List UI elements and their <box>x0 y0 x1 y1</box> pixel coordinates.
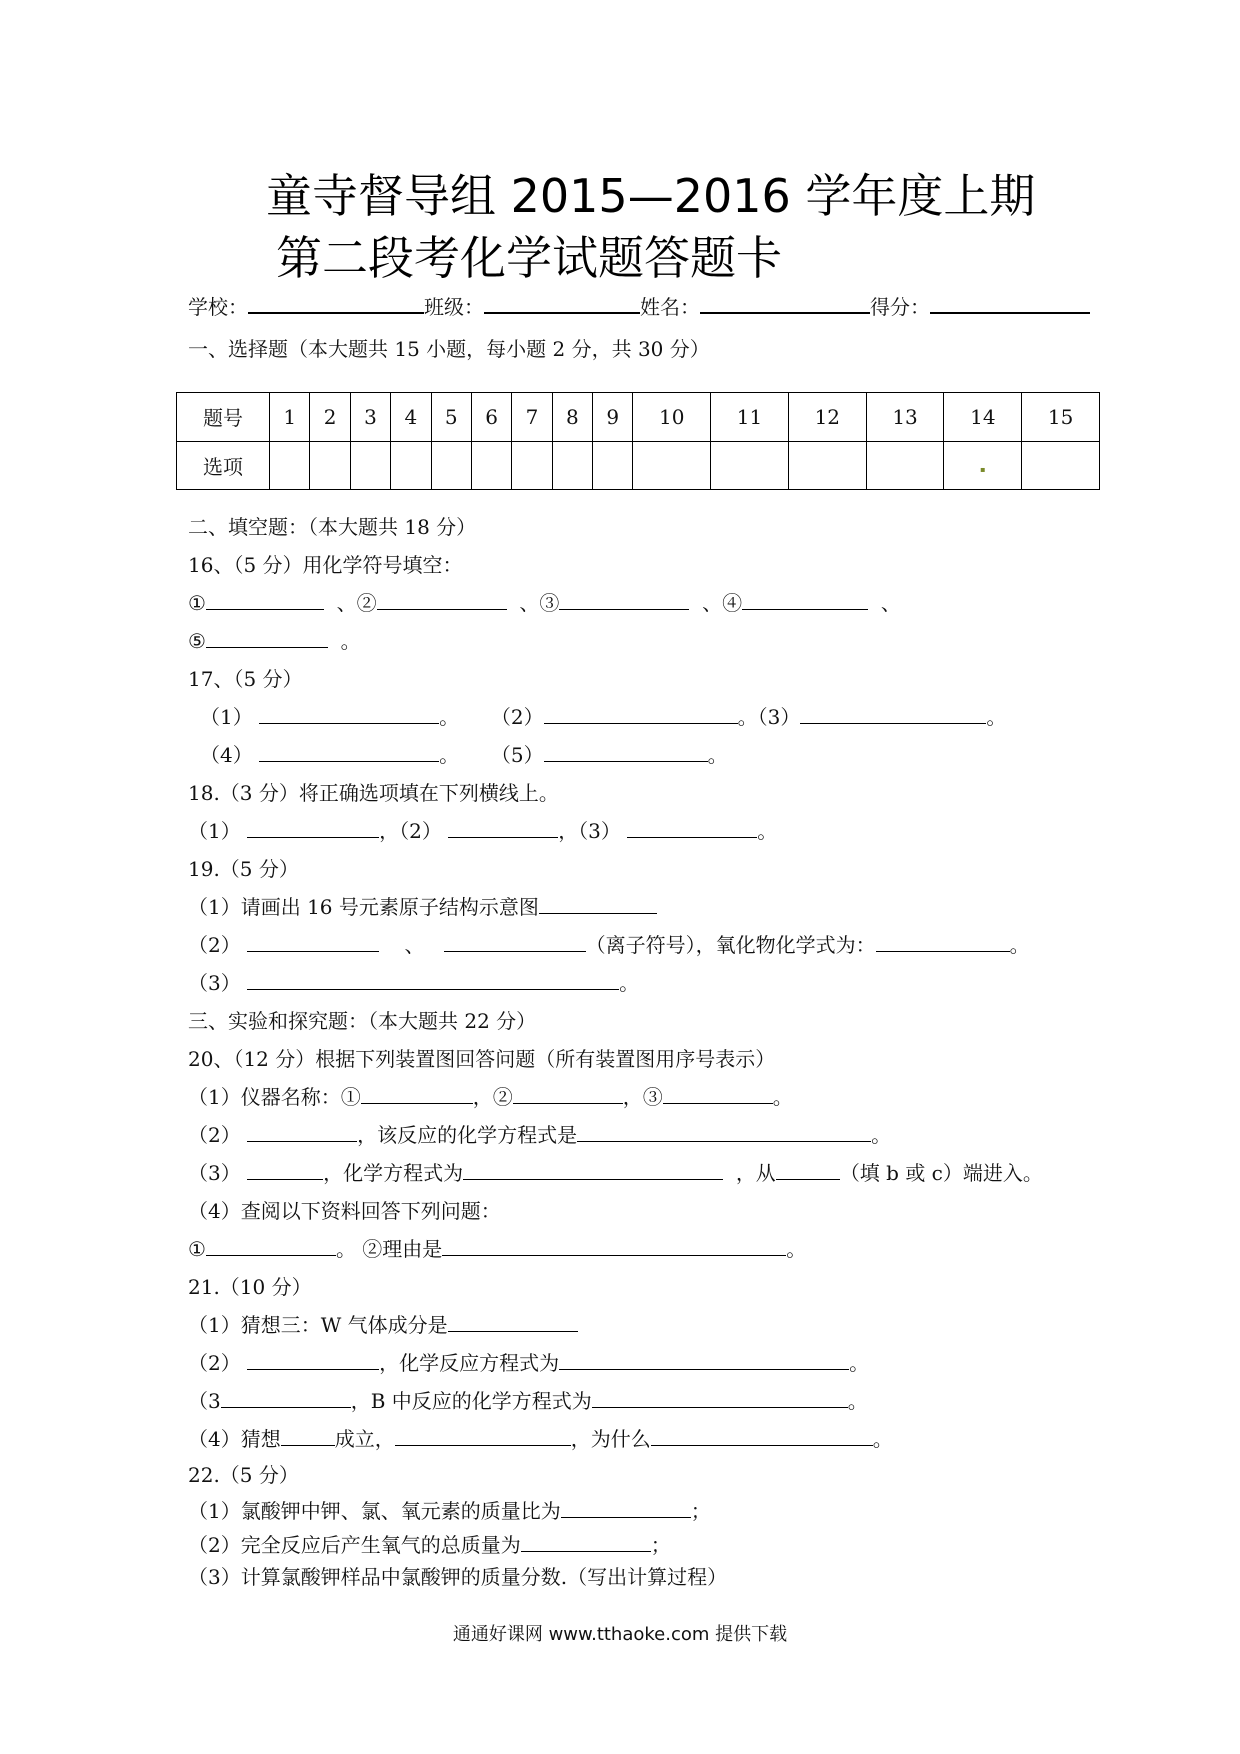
q20-prompt-5: 。 ②理由是 <box>335 1237 443 1261</box>
q22-title: 22.（5 分） <box>188 1463 299 1487</box>
q21-prompt-3: ，B 中反应的化学方程式为 <box>350 1389 592 1413</box>
q21-label-4: （4）猜想 <box>188 1427 281 1451</box>
period: 。 <box>847 1389 868 1413</box>
question-number: 6 <box>471 393 511 442</box>
q19-blank-3[interactable] <box>247 969 619 990</box>
question-number: 13 <box>866 393 944 442</box>
period: 。 <box>707 743 728 767</box>
q20-row3 <box>188 1158 1043 1188</box>
class-label: 班级： <box>424 295 484 319</box>
title-line-2: 第二段考化学试题答题卡 <box>276 231 782 285</box>
q20-prompt-3: ，化学方程式为 <box>323 1161 464 1185</box>
answer-cell[interactable] <box>593 441 633 490</box>
q16-label-1: ① <box>188 591 206 615</box>
row-label-option: 选项 <box>177 441 270 490</box>
answer-cell[interactable] <box>944 441 1022 490</box>
q20-blank-2a[interactable] <box>247 1121 357 1142</box>
question-number: 10 <box>633 393 711 442</box>
section2-heading: 二、填空题：（本大题共 18 分） <box>188 515 477 539</box>
question-number: 9 <box>593 393 633 442</box>
info-row <box>188 292 1090 322</box>
question-number: 15 <box>1022 393 1100 442</box>
period: 。 <box>986 705 1007 729</box>
q19-label-2: （2） <box>188 933 241 957</box>
q22-row2 <box>188 1530 671 1560</box>
q16-blank-3[interactable] <box>559 589 689 610</box>
q17-label-1: （1） <box>200 705 253 729</box>
q20-prompt-3d: （填 b 或 c）端进入。 <box>839 1161 1043 1185</box>
q21-prompt-4c: ，为什么 <box>570 1427 651 1451</box>
q19-blank-2c[interactable] <box>876 931 1010 952</box>
q16-blank-5[interactable] <box>206 627 328 648</box>
q21-blank-3a[interactable] <box>221 1387 351 1408</box>
period: 。 <box>757 819 778 843</box>
q18-blank-3[interactable] <box>627 817 757 838</box>
q17-title: 17、（5 分） <box>188 667 303 691</box>
period: 。 <box>772 1085 793 1109</box>
q20-prompt-1: （1）仪器名称：① <box>188 1085 361 1109</box>
q17-row1 <box>200 702 1006 732</box>
answer-cell[interactable] <box>633 441 711 490</box>
question-number: 1 <box>270 393 310 442</box>
q19-blank-1[interactable] <box>539 893 657 914</box>
separator: 、 <box>336 591 357 615</box>
answer-cell[interactable] <box>391 441 431 490</box>
q22-blank-1[interactable] <box>561 1497 691 1518</box>
separator: 、 <box>404 933 425 957</box>
table-row-numbers <box>177 393 1100 442</box>
q21-label-3: （3 <box>188 1389 221 1413</box>
q20-blank-1c[interactable] <box>663 1083 773 1104</box>
q22-row3: （3）计算氯酸钾样品中氯酸钾的质量分数.（写出计算过程） <box>188 1565 728 1589</box>
period: 。 <box>849 1351 870 1375</box>
question-number: 3 <box>350 393 390 442</box>
period: 。 <box>340 629 361 653</box>
q20-blank-3c[interactable] <box>776 1159 840 1180</box>
q19-title: 19.（5 分） <box>188 857 299 881</box>
answer-cell[interactable] <box>711 441 789 490</box>
semicolon: ； <box>690 1499 711 1523</box>
q19-blank-2b[interactable] <box>444 931 586 952</box>
question-number: 8 <box>552 393 592 442</box>
q20-label-5: ① <box>188 1237 206 1261</box>
name-label: 姓名： <box>640 295 700 319</box>
q19-prompt-1: （1）请画出 16 号元素原子结构示意图 <box>188 895 539 919</box>
q20-label-2: （2） <box>188 1123 241 1147</box>
q18-row <box>188 816 777 846</box>
q19-row3 <box>188 968 639 998</box>
q17-blank-1[interactable] <box>259 703 439 724</box>
q20-row2 <box>188 1120 891 1150</box>
q19-label-3: （3） <box>188 971 241 995</box>
section3-heading: 三、实验和探究题：（本大题共 22 分） <box>188 1009 537 1033</box>
q16-title: 16、（5 分）用化学符号填空： <box>188 553 463 577</box>
q21-title: 21.（10 分） <box>188 1275 312 1299</box>
q19-row1 <box>188 892 657 922</box>
q16-blank-1[interactable] <box>206 589 324 610</box>
q22-row1 <box>188 1496 711 1526</box>
question-number: 2 <box>310 393 350 442</box>
q21-label-2: （2） <box>188 1351 241 1375</box>
q19-blank-2a[interactable] <box>247 931 379 952</box>
q20-prompt-2: ，该反应的化学方程式是 <box>357 1123 578 1147</box>
q20-row1 <box>188 1082 793 1112</box>
q21-blank-3b[interactable] <box>592 1387 848 1408</box>
q17-row2 <box>200 740 728 770</box>
q17-blank-5[interactable] <box>544 741 708 762</box>
answer-cell[interactable] <box>1022 441 1100 490</box>
school-label: 学校： <box>188 295 248 319</box>
period: 。 <box>1009 933 1030 957</box>
q21-row4 <box>188 1424 893 1454</box>
answer-cell[interactable] <box>471 441 511 490</box>
q18-blank-2[interactable] <box>448 817 558 838</box>
stray-mark: ▪ <box>980 465 986 475</box>
answer-cell[interactable] <box>552 441 592 490</box>
question-number: 4 <box>391 393 431 442</box>
semicolon: ； <box>650 1533 671 1557</box>
q20-row4: （4）查阅以下资料回答下列问题： <box>188 1199 501 1223</box>
period: 。 <box>619 971 640 995</box>
q21-blank-4a[interactable] <box>281 1425 335 1446</box>
q20-blank-5a[interactable] <box>206 1235 336 1256</box>
q20-row5 <box>188 1234 806 1264</box>
q21-prompt-4b: 成立， <box>334 1427 395 1451</box>
q16-row2 <box>188 626 361 656</box>
q22-blank-2[interactable] <box>521 1531 651 1552</box>
q18-blank-1[interactable] <box>247 817 379 838</box>
q21-blank-2b[interactable] <box>559 1349 849 1370</box>
q21-prompt-2: ，化学反应方程式为 <box>379 1351 560 1375</box>
q21-prompt-1: （1）猜想三：W 气体成分是 <box>188 1313 448 1337</box>
question-number: 11 <box>711 393 789 442</box>
q21-row1 <box>188 1310 578 1340</box>
q16-blank-4[interactable] <box>742 589 868 610</box>
score-field[interactable] <box>930 292 1090 314</box>
separator: 、 <box>702 591 723 615</box>
q17-label-5: （5） <box>490 743 544 767</box>
title-line-1: 童寺督导组 2015—2016 学年度上期 <box>266 169 1036 223</box>
answer-table <box>176 392 1100 490</box>
school-field[interactable] <box>248 292 424 314</box>
question-number: 12 <box>788 393 866 442</box>
section1-heading: 一、选择题（本大题共 15 小题，每小题 2 分，共 30 分） <box>188 337 710 361</box>
q21-blank-2a[interactable] <box>247 1349 379 1370</box>
q17-blank-3[interactable] <box>800 703 986 724</box>
period: 。 <box>786 1237 807 1261</box>
q20-blank-5b[interactable] <box>442 1235 786 1256</box>
q18-label-1: （1） <box>188 819 241 843</box>
q22-prompt-1: （1）氯酸钾中钾、氯、氧元素的质量比为 <box>188 1499 561 1523</box>
q16-blank-2[interactable] <box>377 589 507 610</box>
q18-label-2: ，（2） <box>379 819 442 843</box>
q21-blank-4b[interactable] <box>395 1425 571 1446</box>
answer-cell[interactable] <box>512 441 552 490</box>
q19-row2 <box>188 930 1030 960</box>
q17-blank-2[interactable] <box>544 703 738 724</box>
table-row-answers <box>177 441 1100 490</box>
answer-cell[interactable] <box>866 441 944 490</box>
answer-cell[interactable] <box>270 441 310 490</box>
q21-row2 <box>188 1348 869 1378</box>
question-number: 5 <box>431 393 471 442</box>
answer-cell[interactable] <box>788 441 866 490</box>
name-field[interactable] <box>700 292 870 314</box>
q20-label-1c: ，③ <box>622 1085 663 1109</box>
q16-label-2: ② <box>356 591 377 615</box>
q22-prompt-2: （2）完全反应后产生氧气的总质量为 <box>188 1533 521 1557</box>
question-number: 14 <box>944 393 1022 442</box>
period: 。 <box>439 743 460 767</box>
q21-blank-4c[interactable] <box>651 1425 873 1446</box>
answer-cell[interactable] <box>431 441 471 490</box>
q21-row3 <box>188 1386 868 1416</box>
question-number: 7 <box>512 393 552 442</box>
answer-cell[interactable] <box>350 441 390 490</box>
period: 。 <box>439 705 460 729</box>
q17-blank-4[interactable] <box>259 741 439 762</box>
class-field[interactable] <box>484 292 640 314</box>
period: 。 <box>871 1123 892 1147</box>
q20-blank-3b[interactable] <box>463 1159 723 1180</box>
answer-cell[interactable] <box>310 441 350 490</box>
q16-label-5: ⑤ <box>188 629 206 653</box>
q20-blank-3a[interactable] <box>247 1159 323 1180</box>
q20-blank-1b[interactable] <box>513 1083 623 1104</box>
separator: 、 <box>880 591 901 615</box>
q17-label-4: （4） <box>200 743 253 767</box>
footer-text: 通通好课网 www.tthaoke.com 提供下载 <box>452 1624 788 1645</box>
q17-label-2: （2） <box>490 705 544 729</box>
q18-label-3: ，（3） <box>558 819 621 843</box>
q20-blank-1a[interactable] <box>361 1083 473 1104</box>
q20-label-3: （3） <box>188 1161 241 1185</box>
score-label: 得分： <box>870 295 930 319</box>
q21-blank-1[interactable] <box>448 1311 578 1332</box>
q18-title: 18.（3 分）将正确选项填在下列横线上。 <box>188 781 559 805</box>
q20-title: 20、（12 分）根据下列装置图回答问题（所有装置图用序号表示） <box>188 1047 776 1071</box>
q16-row1 <box>188 588 901 618</box>
row-label-number: 题号 <box>177 393 270 442</box>
q16-label-4: ④ <box>722 591 743 615</box>
q19-prompt-2: （离子符号），氧化物化学式为： <box>585 933 876 957</box>
q17-label-3: 。（3） <box>737 705 801 729</box>
q20-blank-2b[interactable] <box>577 1121 871 1142</box>
q20-label-1b: ，② <box>472 1085 513 1109</box>
q16-label-3: ③ <box>539 591 560 615</box>
separator: 、 <box>519 591 540 615</box>
period: 。 <box>872 1427 893 1451</box>
q20-label-3c: ，从 <box>735 1161 776 1185</box>
